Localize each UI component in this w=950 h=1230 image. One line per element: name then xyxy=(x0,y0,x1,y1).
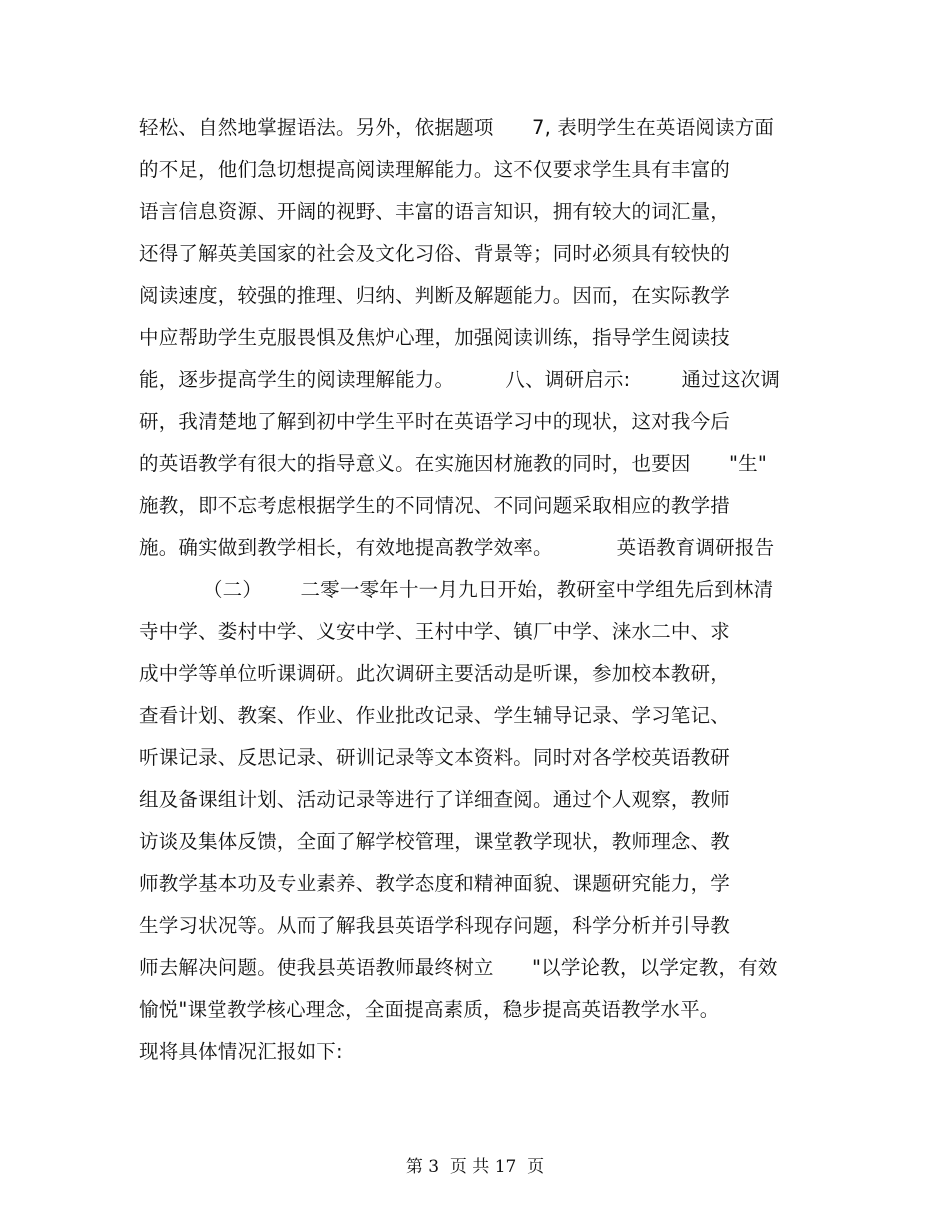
body-text-line: 阅读速度，较强的推理、归纳、判断及解题能力。因而，在实际教学 xyxy=(139,284,731,307)
body-text-line: 还得了解英美国家的社会及文化习俗、背景等；同时必须具有较快的 xyxy=(139,242,731,265)
body-text-line: 愉悦"课堂教学核心理念，全面提高素质，稳步提高英语教学水平。 xyxy=(139,998,720,1021)
body-text-line: 生学习状况等。从而了解我县英语学科现存问题，科学分析并引导教 xyxy=(139,914,731,937)
body-text-line: 师去解决问题。使我县英语教师最终树立 "以学论教，以学定教，有效 xyxy=(139,956,778,979)
body-text-line: 施。确实做到教学相长，有效地提高教学效率。 英语教育调研报告 xyxy=(139,536,775,559)
body-text-line: 组及备课组计划、活动记录等进行了详细查阅。通过个人观察，教师 xyxy=(139,788,731,811)
body-text-line: （二） 二零一零年十一月九日开始，教研室中学组先后到林清 xyxy=(139,578,774,601)
page-number-footer: 第 3 页 共 17 页 xyxy=(405,1157,545,1177)
body-text-line: 中应帮助学生克服畏惧及焦炉心理，加强阅读训练，指导学生阅读技 xyxy=(139,326,731,349)
body-text-line: 语言信息资源、开阔的视野、丰富的语言知识，拥有较大的词汇量， xyxy=(139,200,731,223)
body-text-line: 的英语教学有很大的指导意义。在实施因材施教的同时，也要因 "生" xyxy=(139,452,768,475)
body-text-line: 师教学基本功及专业素养、教学态度和精神面貌、课题研究能力，学 xyxy=(139,872,731,895)
body-text-line: 查看计划、教案、作业、作业批改记录、学生辅导记录、学习笔记、 xyxy=(139,704,731,727)
body-text-line: 能，逐步提高学生的阅读理解能力。 八、调研启示: 通过这次调 xyxy=(139,368,781,391)
body-text-line: 听课记录、反思记录、研训记录等文本资料。同时对各学校英语教研 xyxy=(139,746,731,769)
body-text-line: 访谈及集体反馈，全面了解学校管理，课堂教学现状，教师理念、教 xyxy=(139,830,731,853)
body-text-line: 现将具体情况汇报如下: xyxy=(139,1040,343,1063)
body-text-line: 的不足，他们急切想提高阅读理解能力。这不仅要求学生具有丰富的 xyxy=(139,158,731,181)
body-text-line: 寺中学、娄村中学、义安中学、王村中学、镇厂中学、涞水二中、求 xyxy=(139,620,731,643)
body-text-line: 成中学等单位听课调研。此次调研主要活动是听课，参加校本教研， xyxy=(139,662,731,685)
body-text-line: 施教，即不忘考虑根据学生的不同情况、不同问题采取相应的教学措 xyxy=(139,494,731,517)
body-text-line: 研，我清楚地了解到初中学生平时在英语学习中的现状，这对我今后 xyxy=(139,410,731,433)
body-text-line: 轻松、自然地掌握语法。另外，依据题项 7, 表明学生在英语阅读方面 xyxy=(139,116,775,139)
